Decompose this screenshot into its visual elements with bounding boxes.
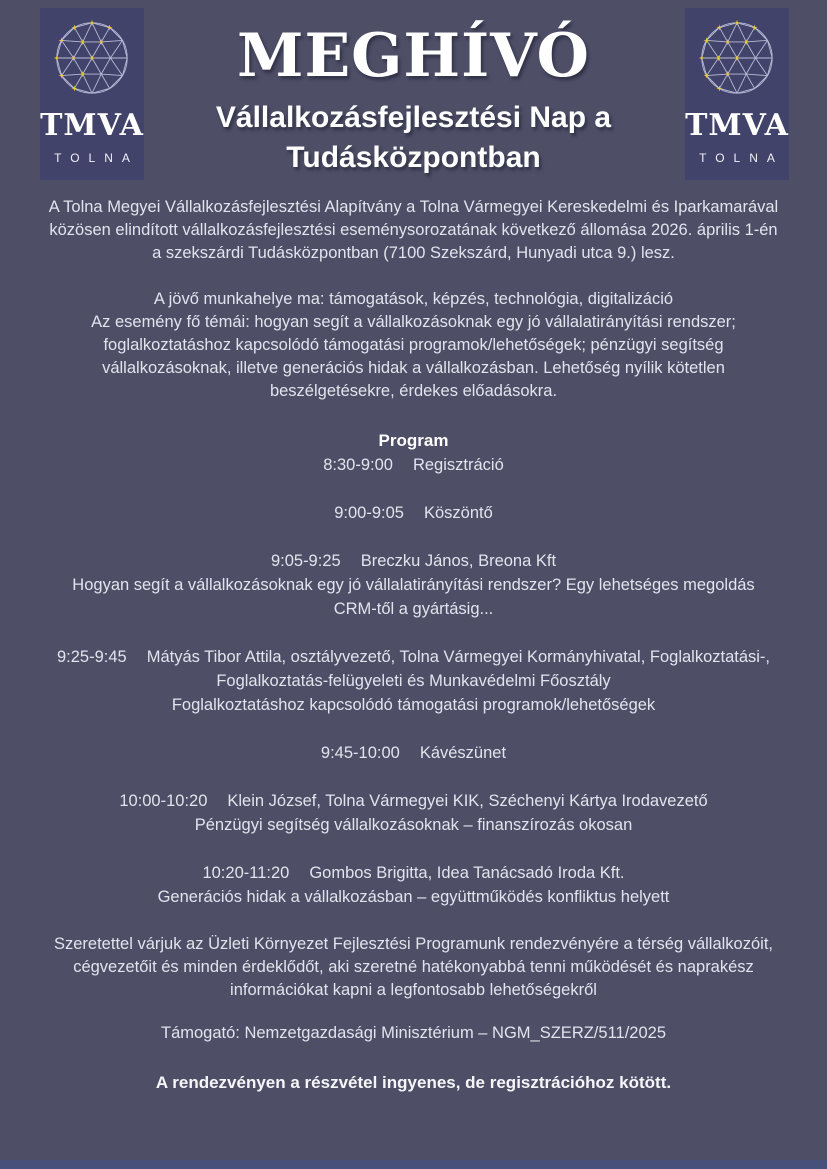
page-title: MEGHÍVÓ bbox=[237, 21, 590, 91]
logo-region-name: TOLNA bbox=[54, 151, 139, 165]
program-title: Breczku János, Breona Kft bbox=[360, 552, 557, 570]
themes-detail-line: Az esemény fő témái: hogyan segít a vállalkozásoknak egy jó vállalatirányítási rendszer; foglalkoztatáshoz kapcsolódó támogatási programok/lehetőségek; pénzügyi segítség vállalkozásoknak, illetve generációs hidak a vállalkozásban. Lehetőség nyílik kötetlen beszélgetésekre, érdekes előadásokra. bbox=[91, 313, 736, 400]
closing-paragraph: Szeretettel várjuk az Üzleti Környezet Fejlesztési Programunk rendezvényére a térség vállalkozóit, cégvezetőit és minden érdeklődőt, aki szeretné hatékonyabbá tenni működését és naprakész információkat kapni a legfontosabb lehetőségekről bbox=[54, 935, 773, 999]
program-time: 10:20-11:20 bbox=[202, 864, 290, 882]
geodesic-sphere-icon bbox=[693, 14, 781, 102]
program-time: 9:25-9:45 bbox=[56, 648, 127, 666]
bottom-accent-bar bbox=[0, 1160, 827, 1169]
themes-block bbox=[40, 288, 788, 403]
program-title: Gombos Brigitta, Idea Tanácsadó Iroda Kft. bbox=[309, 864, 625, 882]
program-list bbox=[0, 453, 827, 909]
sponsor-line: Támogató: Nemzetgazdasági Minisztérium – NGM_SZERZ/511/2025 bbox=[161, 1024, 666, 1042]
page-subtitle: Vállalkozásfejlesztési Nap a Tudásközpontban bbox=[215, 101, 612, 174]
program-title: Köszöntő bbox=[423, 504, 493, 522]
program-item bbox=[52, 645, 776, 717]
registration-note: A rendezvényen a részvétel ingyenes, de regisztrációhoz kötött. bbox=[155, 1073, 672, 1092]
program-item bbox=[52, 453, 776, 477]
program-item bbox=[52, 549, 776, 621]
program-title: Klein József, Tolna Vármegyei KIK, Széchenyi Kártya Irodavezető bbox=[227, 792, 708, 810]
program-time: 9:05-9:25 bbox=[270, 552, 341, 570]
program-title: Mátyás Tibor Attila, osztályvezető, Tolna Vármegyei Kormányhivatal, Foglalkoztatási-, Foglalkoztatás-felügyeleti és Munkavédelmi Főosztály bbox=[146, 648, 771, 690]
logo-right bbox=[685, 8, 789, 180]
themes-intro-line: A jövő munkahelye ma: támogatások, képzés, technológia, digitalizáció bbox=[153, 290, 674, 308]
program-item bbox=[52, 741, 776, 765]
geodesic-sphere-icon bbox=[48, 14, 136, 102]
logo-left bbox=[40, 8, 144, 180]
program-heading: Program bbox=[378, 431, 449, 450]
program-item bbox=[52, 501, 776, 525]
intro-paragraph: A Tolna Megyei Vállalkozásfejlesztési Alapítvány a Tolna Vármegyei Kereskedelmi és Iparkamarával közösen elindított vállalkozásfejlesztési eseménysorozatának következő állomása 2026. április 1-én a szekszárdi Tudásközpontban (7100 Szekszárd, Hunyadi utca 9.) lesz. bbox=[48, 198, 779, 262]
logo-org-name: TMVA bbox=[40, 108, 144, 143]
program-item bbox=[52, 789, 776, 837]
content bbox=[0, 196, 827, 1094]
program-time: 8:30-9:00 bbox=[323, 456, 393, 474]
program-item bbox=[52, 861, 776, 909]
logo-region-name: TOLNA bbox=[699, 151, 784, 165]
program-title: Regisztráció bbox=[412, 456, 504, 474]
program-desc: Foglalkoztatáshoz kapcsolódó támogatási programok/lehetőségek bbox=[171, 696, 656, 714]
program-title: Kávészünet bbox=[419, 744, 507, 762]
program-desc: Generációs hidak a vállalkozásban – együttműködés konfliktus helyett bbox=[157, 888, 670, 906]
program-time: 10:00-10:20 bbox=[119, 792, 208, 810]
program-desc: Hogyan segít a vállalkozásoknak egy jó vállalatirányítási rendszer? Egy lehetséges megoldás CRM-től a gyártásig... bbox=[72, 576, 755, 618]
program-time: 9:00-9:05 bbox=[334, 504, 404, 522]
logo-org-name: TMVA bbox=[685, 108, 789, 143]
program-desc: Pénzügyi segítség vállalkozásoknak – finanszírozás okosan bbox=[194, 816, 633, 834]
program-time: 9:45-10:00 bbox=[320, 744, 400, 762]
